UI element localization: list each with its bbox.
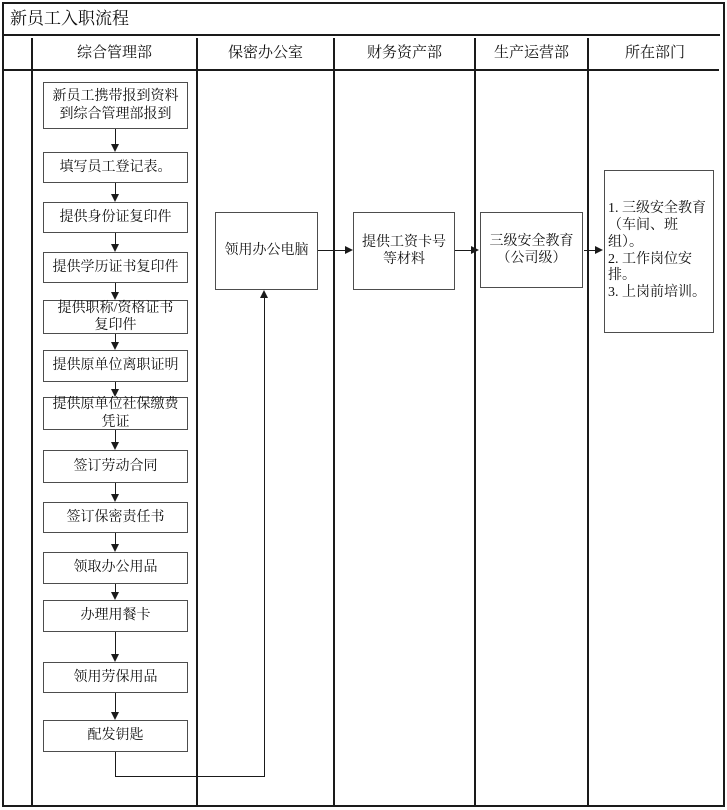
step-box-office-computer: 领用办公电脑 (215, 212, 318, 290)
arrow-down-head (111, 389, 119, 397)
lane-divider (196, 38, 198, 805)
step-box-department-tasks (604, 170, 714, 333)
feedback-line-across (115, 776, 265, 777)
page-title: 新员工入职流程 (4, 4, 720, 36)
step-box-salary-card: 提供工资卡号等材料 (353, 212, 455, 290)
lane-header-production: 生产运营部 (493, 45, 569, 61)
lane-header-admin: 综合管理部 (76, 45, 152, 61)
arrow-down-line (115, 483, 116, 494)
arrow-down-line (115, 430, 116, 442)
arrow-down-line (115, 533, 116, 544)
arrow-down-head (111, 194, 119, 202)
arrow-up-head (260, 290, 268, 298)
arrow-down-head (111, 712, 119, 720)
arrow-down-head (111, 292, 119, 300)
step-box-diploma-copy: 提供学历证书复印件 (43, 252, 188, 283)
arrow-down-head (111, 494, 119, 502)
lane-divider (587, 38, 589, 805)
step-box-social-security: 提供原单位社保缴费凭证 (43, 397, 188, 430)
arrow-down-head (111, 544, 119, 552)
department-task-item: 3. 上岗前培训。 (608, 285, 706, 301)
arrow-right-line (318, 250, 346, 251)
step-box-nda: 签订保密责任书 (43, 502, 188, 533)
arrow-down-line (115, 693, 116, 712)
arrow-down-head (111, 342, 119, 350)
arrow-right-head (471, 246, 479, 254)
arrow-right-line (455, 250, 472, 251)
arrow-down-line (115, 632, 116, 654)
step-box-cert-copy: 提供职称/资格证书复印件 (43, 300, 188, 334)
step-box-id-copy: 提供身份证复印件 (43, 202, 188, 233)
arrow-down-head (111, 244, 119, 252)
feedback-line-down (115, 752, 116, 776)
feedback-line-up (264, 297, 265, 776)
step-box-register: 填写员工登记表。 (43, 152, 188, 183)
arrow-right-head (345, 246, 353, 254)
header-divider (4, 69, 719, 71)
arrow-right-head (595, 246, 603, 254)
step-box-resign-proof: 提供原单位离职证明 (43, 350, 188, 382)
arrow-down-head (111, 442, 119, 450)
arrow-down-line (115, 334, 116, 342)
step-box-safety-training-company: 三级安全教育（公司级） (480, 212, 583, 288)
step-box-labor-supplies: 领用劳保用品 (43, 662, 188, 693)
arrow-down-line (115, 584, 116, 592)
lane-divider (31, 38, 33, 805)
lane-divider (474, 38, 476, 805)
step-box-keys: 配发钥匙 (43, 720, 188, 752)
step-box-report: 新员工携带报到资料到综合管理部报到 (43, 82, 188, 129)
department-task-item: 1. 三级安全教育（车间、班组）。 (608, 201, 706, 250)
lane-header-finance: 财务资产部 (366, 45, 442, 61)
arrow-down-head (111, 144, 119, 152)
lane-header-security: 保密办公室 (227, 45, 303, 61)
arrow-down-line (115, 183, 116, 194)
arrow-down-line (115, 283, 116, 292)
arrow-down-line (115, 129, 116, 144)
lane-header-department: 所在部门 (624, 45, 685, 61)
arrow-down-line (115, 382, 116, 389)
department-task-item: 2. 工作岗位安排。 (608, 251, 692, 284)
step-box-labor-contract: 签订劳动合同 (43, 450, 188, 483)
step-box-office-supplies: 领取办公用品 (43, 552, 188, 584)
arrow-down-head (111, 654, 119, 662)
arrow-down-head (111, 592, 119, 600)
arrow-down-line (115, 233, 116, 244)
step-box-meal-card: 办理用餐卡 (43, 600, 188, 632)
lane-divider (333, 38, 335, 805)
